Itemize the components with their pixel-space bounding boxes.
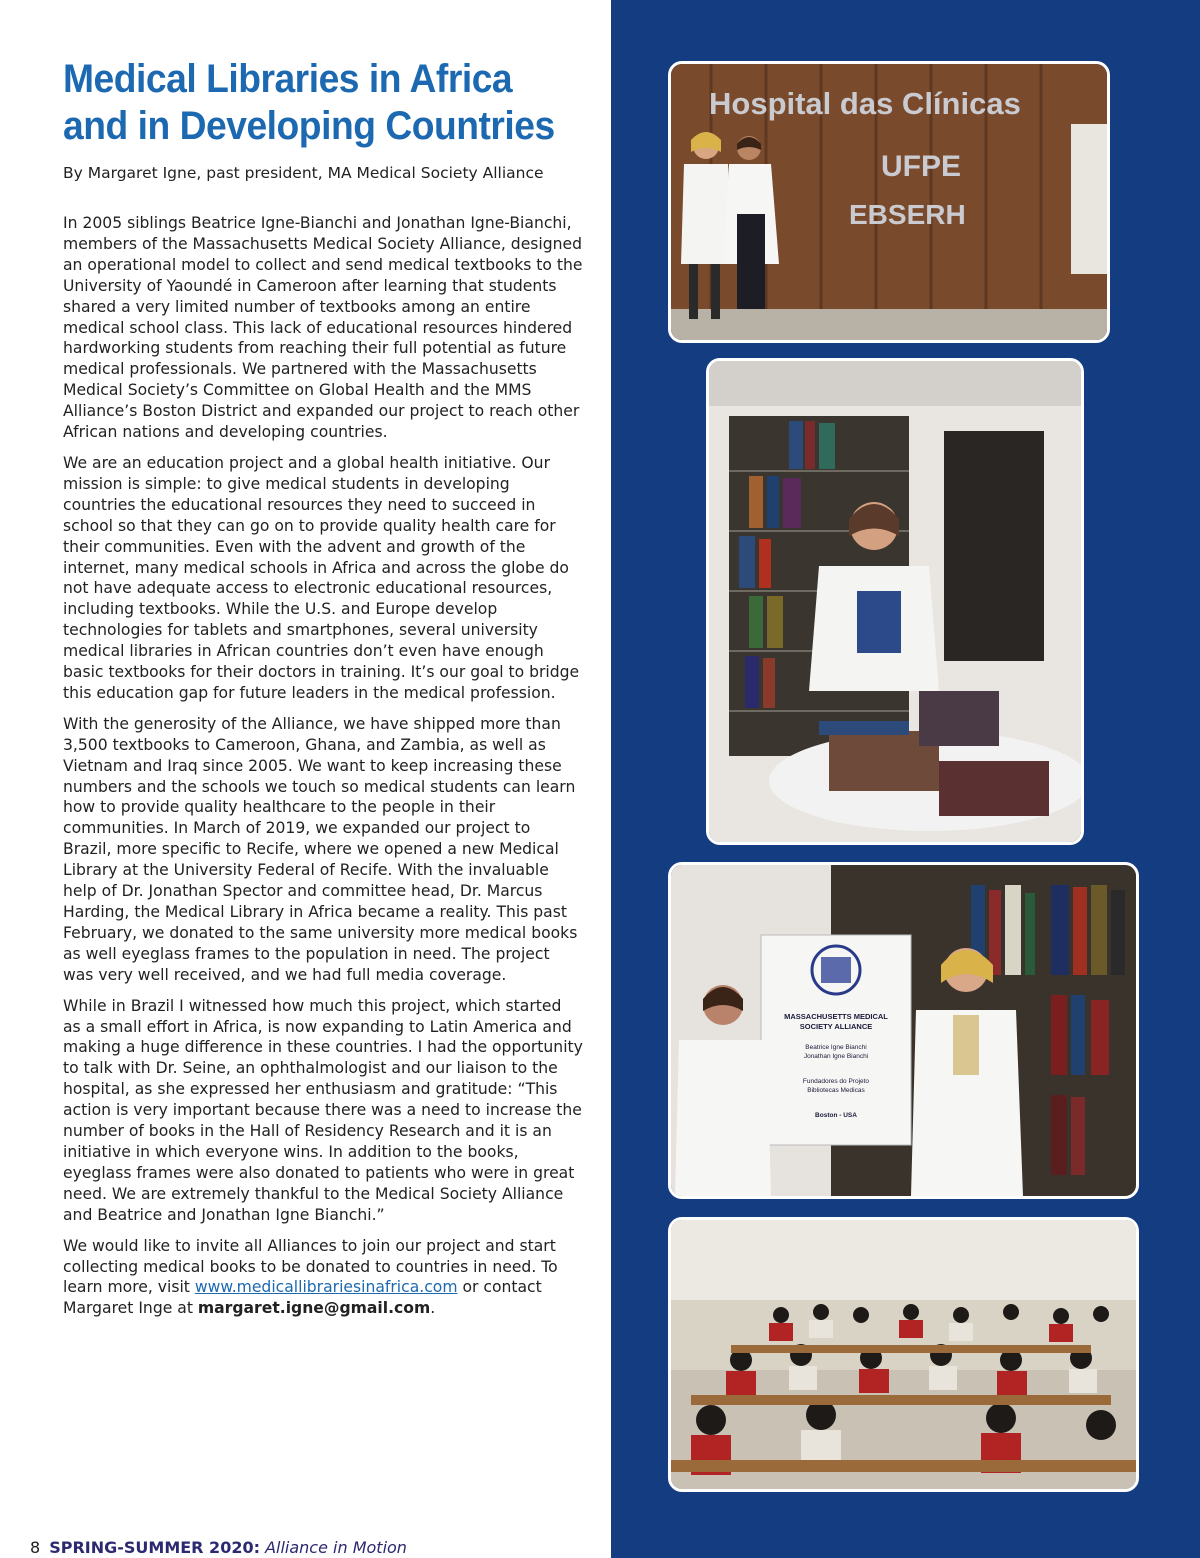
- byline: By Margaret Igne, past president, MA Medical Society Alliance: [63, 164, 544, 182]
- classroom-image: [671, 1220, 1136, 1489]
- alliance-banner-image: [671, 865, 1136, 1196]
- sign-line-3: EBSERH: [849, 199, 966, 230]
- contact-text: or contact Margaret Inge at: [63, 1278, 542, 1318]
- issue-label: SPRING-SUMMER 2020:: [49, 1538, 260, 1557]
- library-books-image: [709, 361, 1081, 842]
- paragraph-2: We are an education project and a global health initiative. Our mission is simple: to give medical students in developing countries the educational resources they need to succeed in school so that they can go on to provide quality health care for their communities. Even with the advent and growth of the internet, many medical schools in Africa and across the globe do not have adequate access to electronic educational resources, including textbooks. While the U.S. and Europe develop technologies for tablets and smartphones, several university medical libraries in African countries don’t even have enough basic textbooks for their doctors in training. It’s our goal to bridge this education gap for future leaders in the medical profession.: [63, 453, 580, 702]
- banner-line-7: Boston - USA: [815, 1112, 857, 1119]
- title-line-2: and in Developing Countries: [63, 104, 555, 148]
- website-link[interactable]: www.medicallibrariesinafrica.com: [194, 1278, 458, 1297]
- email-address: margaret.igne@gmail.com: [197, 1299, 431, 1318]
- closing-intro: We would like to invite all Alliances to join our project and start collecting medical books to be donated to countries in need. To learn more, visit: [63, 1236, 558, 1297]
- page-number: 8: [30, 1538, 41, 1557]
- title-line-1: Medical Libraries in Africa: [63, 57, 513, 101]
- paragraph-3: With the generosity of the Alliance, we have shipped more than 3,500 textbooks to Cameroon, Ghana, and Zambia, as well as Vietnam and Iraq since 2005. We want to keep increasing these numbers and the schools we touch so medical students can learn how to provide quality healthcare to the people in their communities. In March of 2019, we expanded our project to Brazil, more specific to Recife, where we opened a new Medical Library at the University Federal of Recife. With the invaluable help of Dr. Jonathan Spector and committee head, Dr. Marcus Harding, the Medical Library in Africa became a reality. This past February, we donated to the same university more medical books as well eyeglass frames to the population in need. The project was very well received, and we had full media coverage.: [63, 714, 578, 984]
- paragraph-4: While in Brazil I witnessed how much this project, which started as a small effort in Africa, is now expanding to Latin America and making a huge difference in these countries. I had the opportunity to talk with Dr. Seine, an ophthalmologist and our liaison to the hospital, as she expressed her enthusiasm and gratitude: “This action is very important because there was a need to increase the number of books in the Hall of Residency Research and it is an initiative in which everyone wins. In addition to the books, eyeglass frames were also donated to patients who were in great need. We are extremely thankful to the Medical Society Alliance and Beatrice and Jonathan Igne Bianchi.”: [63, 996, 583, 1224]
- photo-alliance-banner: [668, 862, 1139, 1199]
- article-body: [63, 213, 583, 1319]
- page-footer: [30, 1538, 407, 1557]
- banner-line-6: Bibliotecas Medicas: [807, 1087, 865, 1094]
- sign-line-1: Hospital das Clínicas: [709, 86, 1021, 121]
- sign-line-2: UFPE: [881, 150, 962, 183]
- closing-end: .: [430, 1299, 436, 1318]
- banner-line-1: MASSACHUSETTS MEDICAL: [784, 1012, 888, 1021]
- hospital-sign-image: [671, 64, 1107, 340]
- paragraph-1: In 2005 siblings Beatrice Igne-Bianchi and Jonathan Igne-Bianchi, members of the Massachusetts Medical Society Alliance, designed an operational model to collect and send medical textbooks to the University of Yaoundé in Cameroon after learning that students shared a very limited number of textbooks among an entire medical school class. This lack of educational resources hindered hardworking students from reaching their full potential as future medical professionals. We partnered with the Massachusetts Medical Society’s Committee on Global Health and the MMS Alliance’s Boston District and expanded our project to reach other African nations and developing countries.: [63, 214, 583, 442]
- article: [63, 56, 583, 1329]
- banner-line-4: Jonathan Igne Bianchi: [803, 1053, 869, 1060]
- publication-name: Alliance in Motion: [265, 1538, 407, 1557]
- paragraph-5: [63, 1236, 583, 1320]
- photo-classroom: [668, 1217, 1139, 1492]
- article-title: [63, 56, 584, 150]
- banner-line-5: Fundadores do Projeto: [802, 1078, 870, 1085]
- photo-panel: [611, 0, 1200, 1558]
- banner-line-3: Beatrice Igne Bianchi: [805, 1044, 867, 1051]
- photo-hospital-sign: [668, 61, 1110, 343]
- photo-library-books: [706, 358, 1084, 845]
- banner-line-2: SOCIETY ALLIANCE: [799, 1022, 873, 1031]
